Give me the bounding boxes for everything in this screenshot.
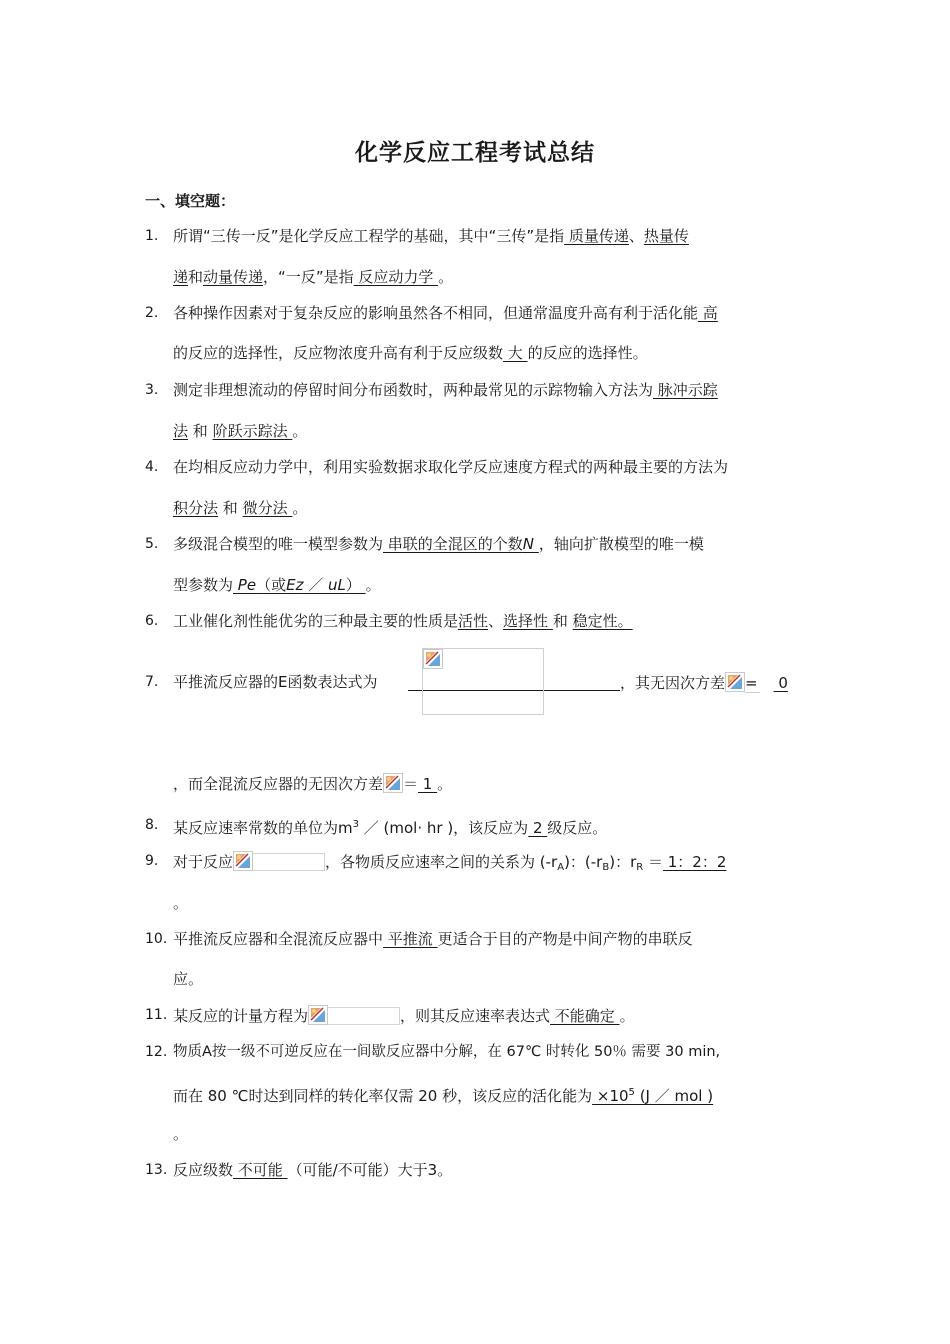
broken-image-icon	[233, 851, 253, 871]
formula-image-placeholder	[253, 853, 325, 871]
answer-blank: 高	[698, 304, 718, 322]
question-1-line-2: 递和动量传递，“一反”是指 反应动力学 。	[173, 268, 454, 286]
answer-blank: 动量传递	[203, 268, 264, 286]
broken-image-icon	[383, 773, 403, 793]
answer-blank: 稳定性。	[572, 612, 633, 630]
question-6-line-1: 工业催化剂性能优劣的三种最主要的性质是活性、选择性 和 稳定性。	[173, 612, 633, 630]
question-number: 11.	[145, 1007, 168, 1023]
answer-blank: Pe（或Ez ／ uL）	[237, 576, 366, 594]
question-3-line-1: 测定非理想流动的停留时间分布函数时，两种最常见的示踪物输入方法为 脉冲示踪	[173, 381, 718, 399]
question-number: 7.	[145, 674, 159, 690]
question-number: 1.	[145, 228, 159, 244]
section-heading: 一、填空题：	[145, 192, 236, 210]
answer-blank: 选择性	[503, 612, 553, 630]
answer-blank: 递	[173, 268, 189, 286]
answer-blank: 2	[528, 819, 548, 837]
question-number: 2.	[145, 305, 159, 321]
question-7-line-2: ，而全混流反应器的无因次方差 ＝ 1 。	[173, 775, 453, 793]
question-1-line-1: 所谓“三传一反”是化学反应工程学的基础，其中“三传”是指 质量传递、热量传	[173, 227, 689, 245]
question-12-line-1: 物质A按一级不可逆反应在一间歇反应器中分解，在 67℃ 时转化 50％ 需要 30 min,	[173, 1044, 721, 1060]
question-2-line-1: 各种操作因素对于复杂反应的影响虽然各不相同，但通常温度升高有利于活化能 高	[173, 304, 718, 322]
question-number: 13.	[145, 1162, 168, 1178]
broken-image-icon	[308, 1005, 328, 1025]
answer-blank: $\times 10^5$ (J ／ mol )	[592, 1087, 714, 1105]
answer-blank: 反应动力学	[353, 268, 439, 286]
question-number: 9.	[145, 853, 159, 869]
broken-image-icon	[423, 649, 443, 669]
question-number: 6.	[145, 613, 159, 629]
question-7-line-1-suffix: ，其无因次方差 = 0	[620, 674, 788, 692]
answer-blank: 平推流	[383, 930, 438, 948]
question-5-line-2: 型参数为 Pe（或Ez ／ uL） 。	[173, 576, 381, 594]
question-5-line-1: 多级混合模型的唯一模型参数为 串联的全混区的个数N ，轴向扩散模型的唯一模	[173, 535, 704, 553]
answer-blank: 大	[503, 344, 528, 362]
question-4-line-2: 积分法 和 微分法 。	[173, 499, 308, 517]
formula-image-placeholder	[328, 1007, 400, 1025]
broken-image-icon	[725, 672, 745, 692]
page-title: 化学反应工程考试总结	[355, 140, 595, 166]
question-8-line-1: 某反应速率常数的单位为$m^3$ ／ (mol· hr )，该反应为 2 级反应。	[173, 819, 608, 837]
question-4-line-1: 在均相反应动力学中，利用实验数据求取化学反应速度方程式的两种最主要的方法为	[173, 458, 729, 476]
question-12-line-2: 而在 80 ℃时达到同样的转化率仅需 20 秒，该反应的活化能为 $\times 10^5$ (J ／ mol )	[173, 1087, 714, 1105]
answer-blank: 法	[173, 422, 189, 440]
question-number: 5.	[145, 536, 159, 552]
question-10-line-2: 应。	[173, 970, 204, 988]
answer-blank: 活性	[458, 612, 489, 630]
question-number: 12.	[145, 1044, 168, 1060]
question-10-line-1: 平推流反应器和全混流反应器中 平推流 更适合于目的产物是中间产物的串联反	[173, 930, 693, 948]
question-7-line-1-prefix: 平推流反应器的E函数表达式为	[173, 673, 378, 691]
question-number: 4.	[145, 459, 159, 475]
question-12-line-3: 。	[173, 1125, 189, 1143]
answer-blank: 不可能	[233, 1161, 288, 1179]
question-9-line-2: 。	[173, 894, 189, 912]
answer-blank: 热量传	[643, 227, 689, 245]
answer-blank: 质量传递	[564, 227, 629, 245]
question-number: 8.	[145, 817, 159, 833]
answer-blank: 微分法	[242, 499, 293, 517]
answer-blank: 阶跃示踪法	[212, 422, 293, 440]
question-number: 10.	[145, 931, 168, 947]
question-9-line-1: 对于反应 ，各物质反应速率之间的关系为 $(-r_A)$：$(-r_B)$：$r_R = 1$：2：2	[173, 853, 727, 873]
answer-blank: 串联的全混区的个数N	[383, 535, 535, 553]
answer-blank: 1：2：2	[663, 853, 727, 871]
question-3-line-2: 法 和 阶跃示踪法 。	[173, 422, 308, 440]
answer-blank: 0	[773, 674, 788, 692]
question-2-line-2: 的反应的选择性，反应物浓度升高有利于反应级数 大 的反应的选择性。	[173, 344, 648, 362]
formula-image-placeholder	[422, 648, 544, 715]
answer-blank: 不能确定	[550, 1007, 620, 1025]
question-number: 3.	[145, 382, 159, 398]
answer-blank: 脉冲示踪	[653, 381, 718, 399]
question-13-line-1: 反应级数 不可能 （可能/不可能）大于3。	[173, 1161, 453, 1179]
answer-blank: 积分法	[173, 499, 219, 517]
answer-blank: 1	[418, 775, 438, 793]
question-11-line-1: 某反应的计量方程为 ，则其反应速率表达式 不能确定 。	[173, 1007, 635, 1025]
